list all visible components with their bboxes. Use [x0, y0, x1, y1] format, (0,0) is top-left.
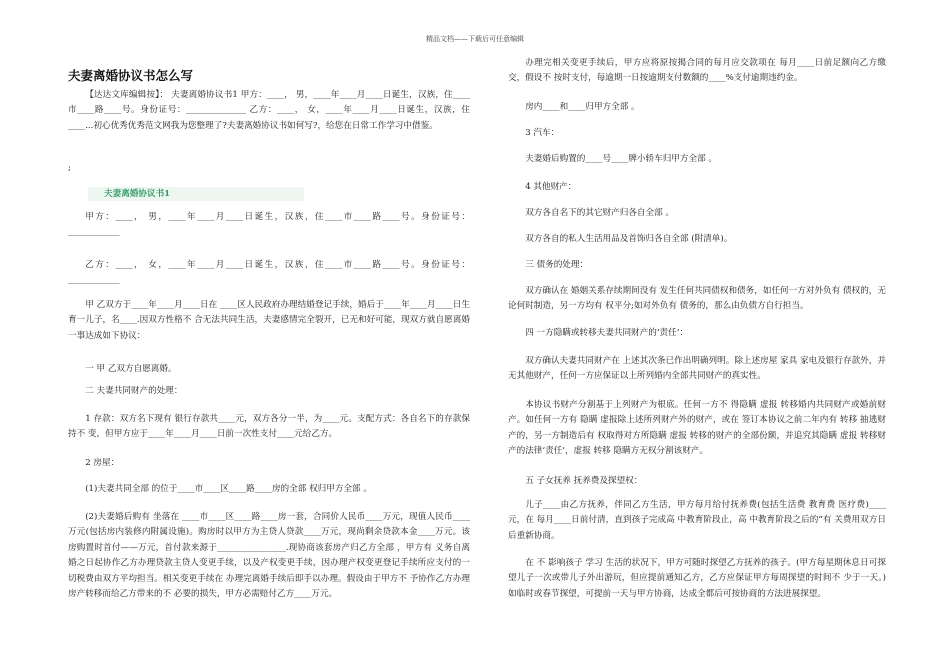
marriage-paragraph: 甲 乙双方于____年____月____日在 ____区人民政府办理结婚登记手续，婚后于____年____月____日生育一儿子，名____.因双方性格不 合无法共同生活，夫妻感情完全裂开，已无和好可能，现双方就自愿离婚一事达成如下协议：	[68, 300, 470, 341]
furnishing-paragraph: 房内____和____归甲方全部 。	[525, 102, 640, 112]
party-b-paragraph: 乙方：____， 女，____年____月____日诞生，汉族，住____市____路____号。身份证号：____________	[68, 260, 470, 286]
other-property-heading: 4 其他财产：	[525, 182, 577, 192]
hidden-assets-paragraph-2: 本协议书财产分割基于上列财产为根底。任何一方不 得隐瞒 虚报 转移婚内共同财产或婚前财产。如任何一方有 隐瞒 虚报除上述所列财产外的财产，或在 签订本协议之前二年内有 转移 抽逃财产的，另一方制造后有 权取得对方所隐瞒 虚报 转移的财产的全部份额，并追究其隐瞒 虚报 转移财产的法律‘责任’，虚报 转移 隐瞒方无权分割该财产。	[508, 400, 886, 457]
house-heading: 2 房屋：	[85, 458, 120, 468]
other-property-1: 双方各自名下的其它财产归各自全部 。	[525, 208, 675, 218]
house-clause-2: (2)夫妻婚后购有 坐落在 ____市____区____路____房一套，合同价人民币____万元，现值人民币____万元(包括房内装修内附属设施)。购房时以甲方为主贷人贷款____万元，现尚剩余贷款本金____万元。该房购置时首付——万元，首付款来源于________________.现协商该套房产归乙方全部 ，甲方有 义务自离婚之日起协作乙方办理贷款主贷人变更手续，以及产权变更手续，因办理产权变更登记手续所应支付的一切税费由双方平均担当。相关变更手续在 办理完离婚手续后即手以办理。假设由于甲方不 予协作乙方办理房产转移而给乙方带来的不 必要的损失，甲方必需赔付乙方____万元。	[68, 512, 470, 600]
header-note: 精品文档——下载后可任意编辑	[426, 35, 524, 43]
deposit-paragraph: 1 存款：双方名下现有 银行存款共____元，双方各分一半，为____元。支配方式：各自名下的存款保持不 变，但甲方应于____年____月____日前一次性支付____元给乙方。	[68, 414, 470, 440]
other-property-2: 双方各自的私人生活用品及首饰归各自全部 (附清单)。	[525, 234, 733, 244]
section-subtitle: 夫妻离婚协议书1	[88, 187, 304, 201]
party-a-paragraph: 甲方：____， 男，____年____月____日诞生，汉族，住____市____路____号。身份证号：____________	[68, 212, 470, 238]
debt-paragraph: 双方确认在 婚姻关系存续期间没有 发生任何共同债权和债务，如任何一方对外负有 债权的，无论何时制造，另一方均有 权平分;如对外负有 债务的，那么由负债方自行担当。	[508, 286, 886, 312]
intro-paragraph: 【达达文库编辑按】： 夫妻离婚协议书1 甲方：____， 男，____年____月____日诞生，汉族，住____市____路____号。身份证号：______________ 乙方：____， 女，____年____月____日诞生，汉族，住____...初心优秀优秀范文网我为您整理了?夫妻离婚协议书如何写?，给您在日常工作学习中借鉴。	[68, 90, 470, 131]
divorce-clause: 一 甲 乙双方自愿离婚。	[85, 364, 177, 374]
child-support-paragraph-1: 儿子____由乙方抚养，伴同乙方生活，甲方每月给付抚养费(包括生活费 教育费 医疗费)____元，在 每月____日前付清，直到孩子完成高 中教育阶段止，高 中教育阶段之后的“有 关费用双方日后重新协商。	[508, 500, 886, 541]
payment-paragraph: 办理完相关变更手续后，甲方应将原按揭合同的每月应交款项在 每月____日前足额向乙方缴交，假设不 按时支付，每逾期一日按逾期支付数额的____%支付逾期违约金。	[508, 58, 886, 84]
stray-semicolon: ;	[68, 163, 71, 173]
hidden-assets-paragraph-1: 双方确认夫妻共同财产在 上述其次条已作出明确列明。除上述房屋 家具 家电及银行存款外，并无其他财产，任何一方应保证以上所列婚内全部共同财产的真实性。	[508, 356, 886, 382]
debt-heading: 三 债务的处理：	[525, 260, 589, 270]
child-support-paragraph-2: 在 不 影响孩子 学习 生活的状况下，甲方可随时探望乙方抚养的孩子。(甲方每星期休息日可探望儿子一次或带儿子外出游玩，但应提前通知乙方，乙方应保证甲方每周探望的时间不 少于一天。)如临时或春节探望，可提前一天与甲方协商，达成全都后可按协商的方法进展探望。	[508, 558, 886, 599]
house-clause-1: (1)夫妻共同全部 的位于____市____区____路____房的全部 权归甲方全部 。	[85, 484, 372, 494]
car-paragraph: 夫妻婚后购置的____号____牌小轿车归甲方全部 。	[525, 154, 717, 164]
hidden-assets-heading: 四 一方隐瞒或转移夫妻共同财产的‘责任’：	[525, 328, 689, 338]
document-title: 夫妻离婚协议书怎么写	[68, 68, 194, 83]
child-support-heading: 五 子女抚养 抚养费及探望权：	[525, 476, 643, 486]
property-heading: 二 夫妻共同财产的处理：	[85, 386, 183, 396]
car-heading: 3 汽车：	[525, 128, 560, 138]
